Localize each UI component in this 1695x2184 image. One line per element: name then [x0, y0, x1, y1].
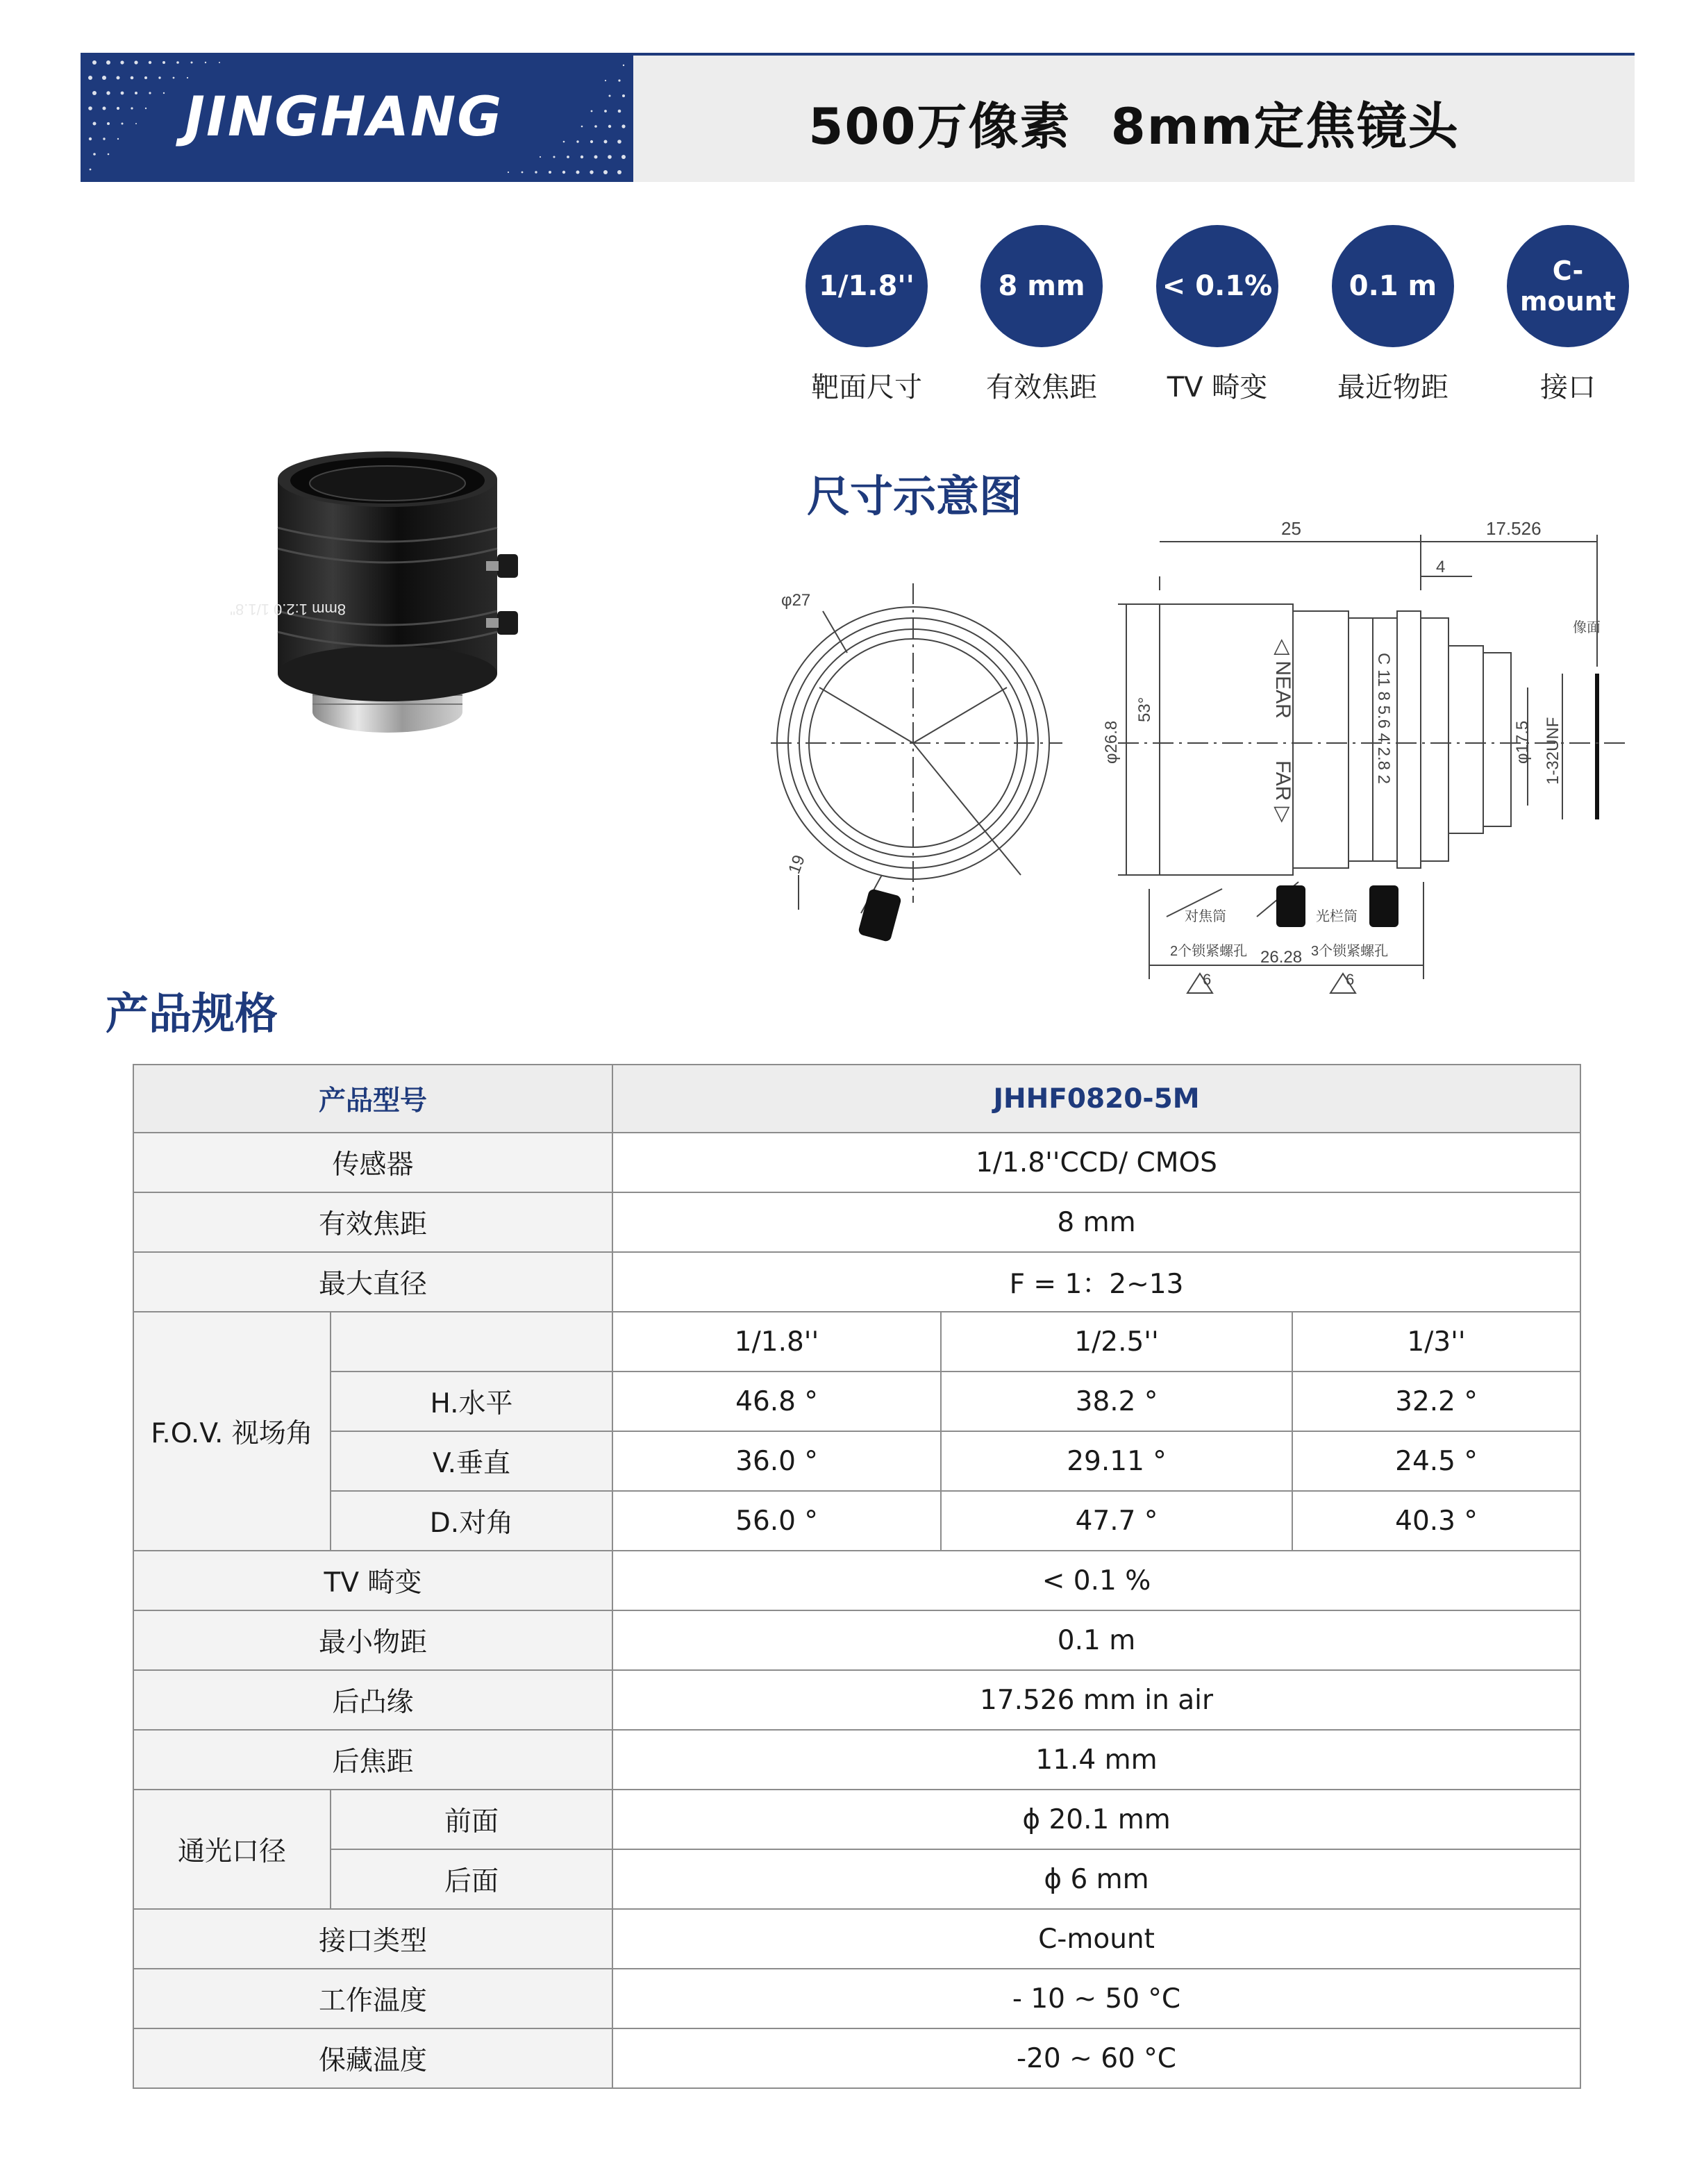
- lens-barrel-text: 8mm 1:2.0 1/1.8": [230, 601, 346, 618]
- dim-25: 25: [1281, 518, 1301, 539]
- fov-label: F.O.V. 视场角: [133, 1312, 331, 1551]
- key-spec-badges: [797, 225, 1630, 406]
- clear-rear-value: ϕ 6 mm: [612, 1849, 1580, 1909]
- sensor-label: 传感器: [133, 1133, 612, 1192]
- badge-label: TV 畸变: [1167, 372, 1268, 403]
- badge-label: 最近物距: [1337, 372, 1448, 403]
- badge-label: 有效焦距: [986, 372, 1097, 403]
- badge-focal-length: [972, 225, 1111, 405]
- fov-cell: 36.0 °: [612, 1431, 941, 1491]
- clear-label: 通光口径: [133, 1790, 331, 1909]
- dim-phi175: φ17.5: [1513, 720, 1532, 764]
- fov-col: 1/2.5'': [941, 1312, 1292, 1372]
- focus-ring-label: 对焦筒: [1185, 909, 1226, 924]
- mount-label: 接口类型: [133, 1909, 612, 1969]
- sttemp-value: -20 ~ 60 °C: [612, 2028, 1580, 2088]
- dim-6b: 6: [1346, 971, 1355, 988]
- fov-row-label: D.对角: [331, 1491, 612, 1551]
- dim-17526: 17.526: [1486, 518, 1542, 539]
- table-row-bfl: [133, 1730, 1580, 1790]
- badge-value: C-mount: [1507, 225, 1629, 347]
- image-plane-label: 像面: [1573, 620, 1601, 635]
- flange-label: 后凸缘: [133, 1670, 612, 1730]
- fov-cell: 46.8 °: [612, 1372, 941, 1431]
- table-row-mod: [133, 1610, 1580, 1670]
- title-block: [633, 53, 1635, 182]
- table-row-mount: [133, 1909, 1580, 1969]
- spec-table: [133, 1064, 1581, 2089]
- dimension-section-title: 尺寸示意图: [807, 471, 1023, 522]
- dim-phi27: φ27: [781, 591, 811, 610]
- logo-block: [81, 53, 633, 182]
- dim-6a: 6: [1203, 971, 1212, 988]
- table-row-clear-rear: [133, 1849, 1580, 1909]
- model-value: JHHF0820-5M: [612, 1065, 1580, 1133]
- aperture-label: 最大直径: [133, 1252, 612, 1312]
- aperture-marking: C 11 8 5.6 4 2.8 2: [1374, 653, 1393, 785]
- near-marking: ◁ NEAR: [1271, 639, 1294, 719]
- badge-sensor-size: [797, 225, 936, 405]
- table-row-flange: [133, 1670, 1580, 1730]
- mount-value: C-mount: [612, 1909, 1580, 1969]
- header: [81, 53, 1635, 182]
- optemp-value: - 10 ~ 50 °C: [612, 1969, 1580, 2028]
- dim-angle53: 53°: [1135, 697, 1154, 722]
- optemp-label: 工作温度: [133, 1969, 612, 2028]
- clear-rear-label: 后面: [331, 1849, 612, 1909]
- spec-section-title: 产品规格: [106, 988, 278, 1039]
- dim-4: 4: [1436, 558, 1446, 576]
- fov-cell: 56.0 °: [612, 1491, 941, 1551]
- table-row-clear-front: [133, 1790, 1580, 1849]
- lens-photo: [230, 437, 556, 743]
- fov-row-label: H.水平: [331, 1372, 612, 1431]
- badge-mount: [1498, 225, 1637, 405]
- table-row-fov-v: [133, 1431, 1580, 1491]
- aperture-value: F = 1：2~13: [612, 1252, 1580, 1312]
- dim-phi268: φ26.8: [1102, 720, 1121, 764]
- tv-label: TV 畸变: [133, 1551, 612, 1610]
- clear-front-label: 前面: [331, 1790, 612, 1849]
- fov-cell: 47.7 °: [941, 1491, 1292, 1551]
- mod-label: 最小物距: [133, 1610, 612, 1670]
- page-title: 500万像素 8mm定焦镜头: [808, 97, 1460, 156]
- sttemp-label: 保藏温度: [133, 2028, 612, 2088]
- fov-cell: 38.2 °: [941, 1372, 1292, 1431]
- badge-value: < 0.1%: [1156, 225, 1278, 347]
- tv-value: < 0.1 %: [612, 1551, 1580, 1610]
- flange-value: 17.526 mm in air: [612, 1670, 1580, 1730]
- mod-value: 0.1 m: [612, 1610, 1580, 1670]
- model-label: 产品型号: [133, 1065, 612, 1133]
- dim-19: 19: [785, 852, 809, 877]
- sensor-value: 1/1.8''CCD/ CMOS: [612, 1133, 1580, 1192]
- fov-corner: [331, 1312, 612, 1372]
- fov-col: 1/1.8'': [612, 1312, 941, 1372]
- clear-front-value: ϕ 20.1 mm: [612, 1790, 1580, 1849]
- table-row-sensor: [133, 1133, 1580, 1192]
- table-row-tv: [133, 1551, 1580, 1610]
- table-row-fov-d: [133, 1491, 1580, 1551]
- fov-row-label: V.垂直: [331, 1431, 612, 1491]
- dimension-drawing: [771, 514, 1639, 1000]
- iris-screw-label: 3个锁紧螺孔: [1311, 944, 1389, 959]
- badge-distortion: [1148, 225, 1287, 405]
- iris-ring-label: 光栏筒: [1316, 909, 1358, 924]
- bfl-label: 后焦距: [133, 1730, 612, 1790]
- fov-cell: 40.3 °: [1292, 1491, 1580, 1551]
- fov-col: 1/3'': [1292, 1312, 1580, 1372]
- badge-min-distance: [1324, 225, 1462, 405]
- thread-label: 1-32UNF: [1544, 717, 1562, 785]
- brand-logo: JINGHANG: [185, 86, 503, 149]
- table-row-optemp: [133, 1969, 1580, 2028]
- table-row-focal: [133, 1192, 1580, 1252]
- table-row-sttemp: [133, 2028, 1580, 2088]
- badge-label: 接口: [1540, 372, 1596, 403]
- badge-value: 8 mm: [980, 225, 1103, 347]
- fov-cell: 32.2 °: [1292, 1372, 1580, 1431]
- focal-label: 有效焦距: [133, 1192, 612, 1252]
- far-marking: FAR ▷: [1271, 760, 1294, 823]
- badge-value: 1/1.8'': [805, 225, 928, 347]
- fov-cell: 24.5 °: [1292, 1431, 1580, 1491]
- fov-cell: 29.11 °: [941, 1431, 1292, 1491]
- table-row-model: [133, 1065, 1580, 1133]
- table-row-aperture: [133, 1252, 1580, 1312]
- bfl-value: 11.4 mm: [612, 1730, 1580, 1790]
- table-row-fov-header: [133, 1312, 1580, 1372]
- table-row-fov-h: [133, 1372, 1580, 1431]
- badge-label: 靶面尺寸: [811, 372, 922, 403]
- focal-value: 8 mm: [612, 1192, 1580, 1252]
- dim-2628: 26.28: [1260, 948, 1303, 967]
- focus-screw-label: 2个锁紧螺孔: [1170, 944, 1248, 959]
- badge-value: 0.1 m: [1332, 225, 1454, 347]
